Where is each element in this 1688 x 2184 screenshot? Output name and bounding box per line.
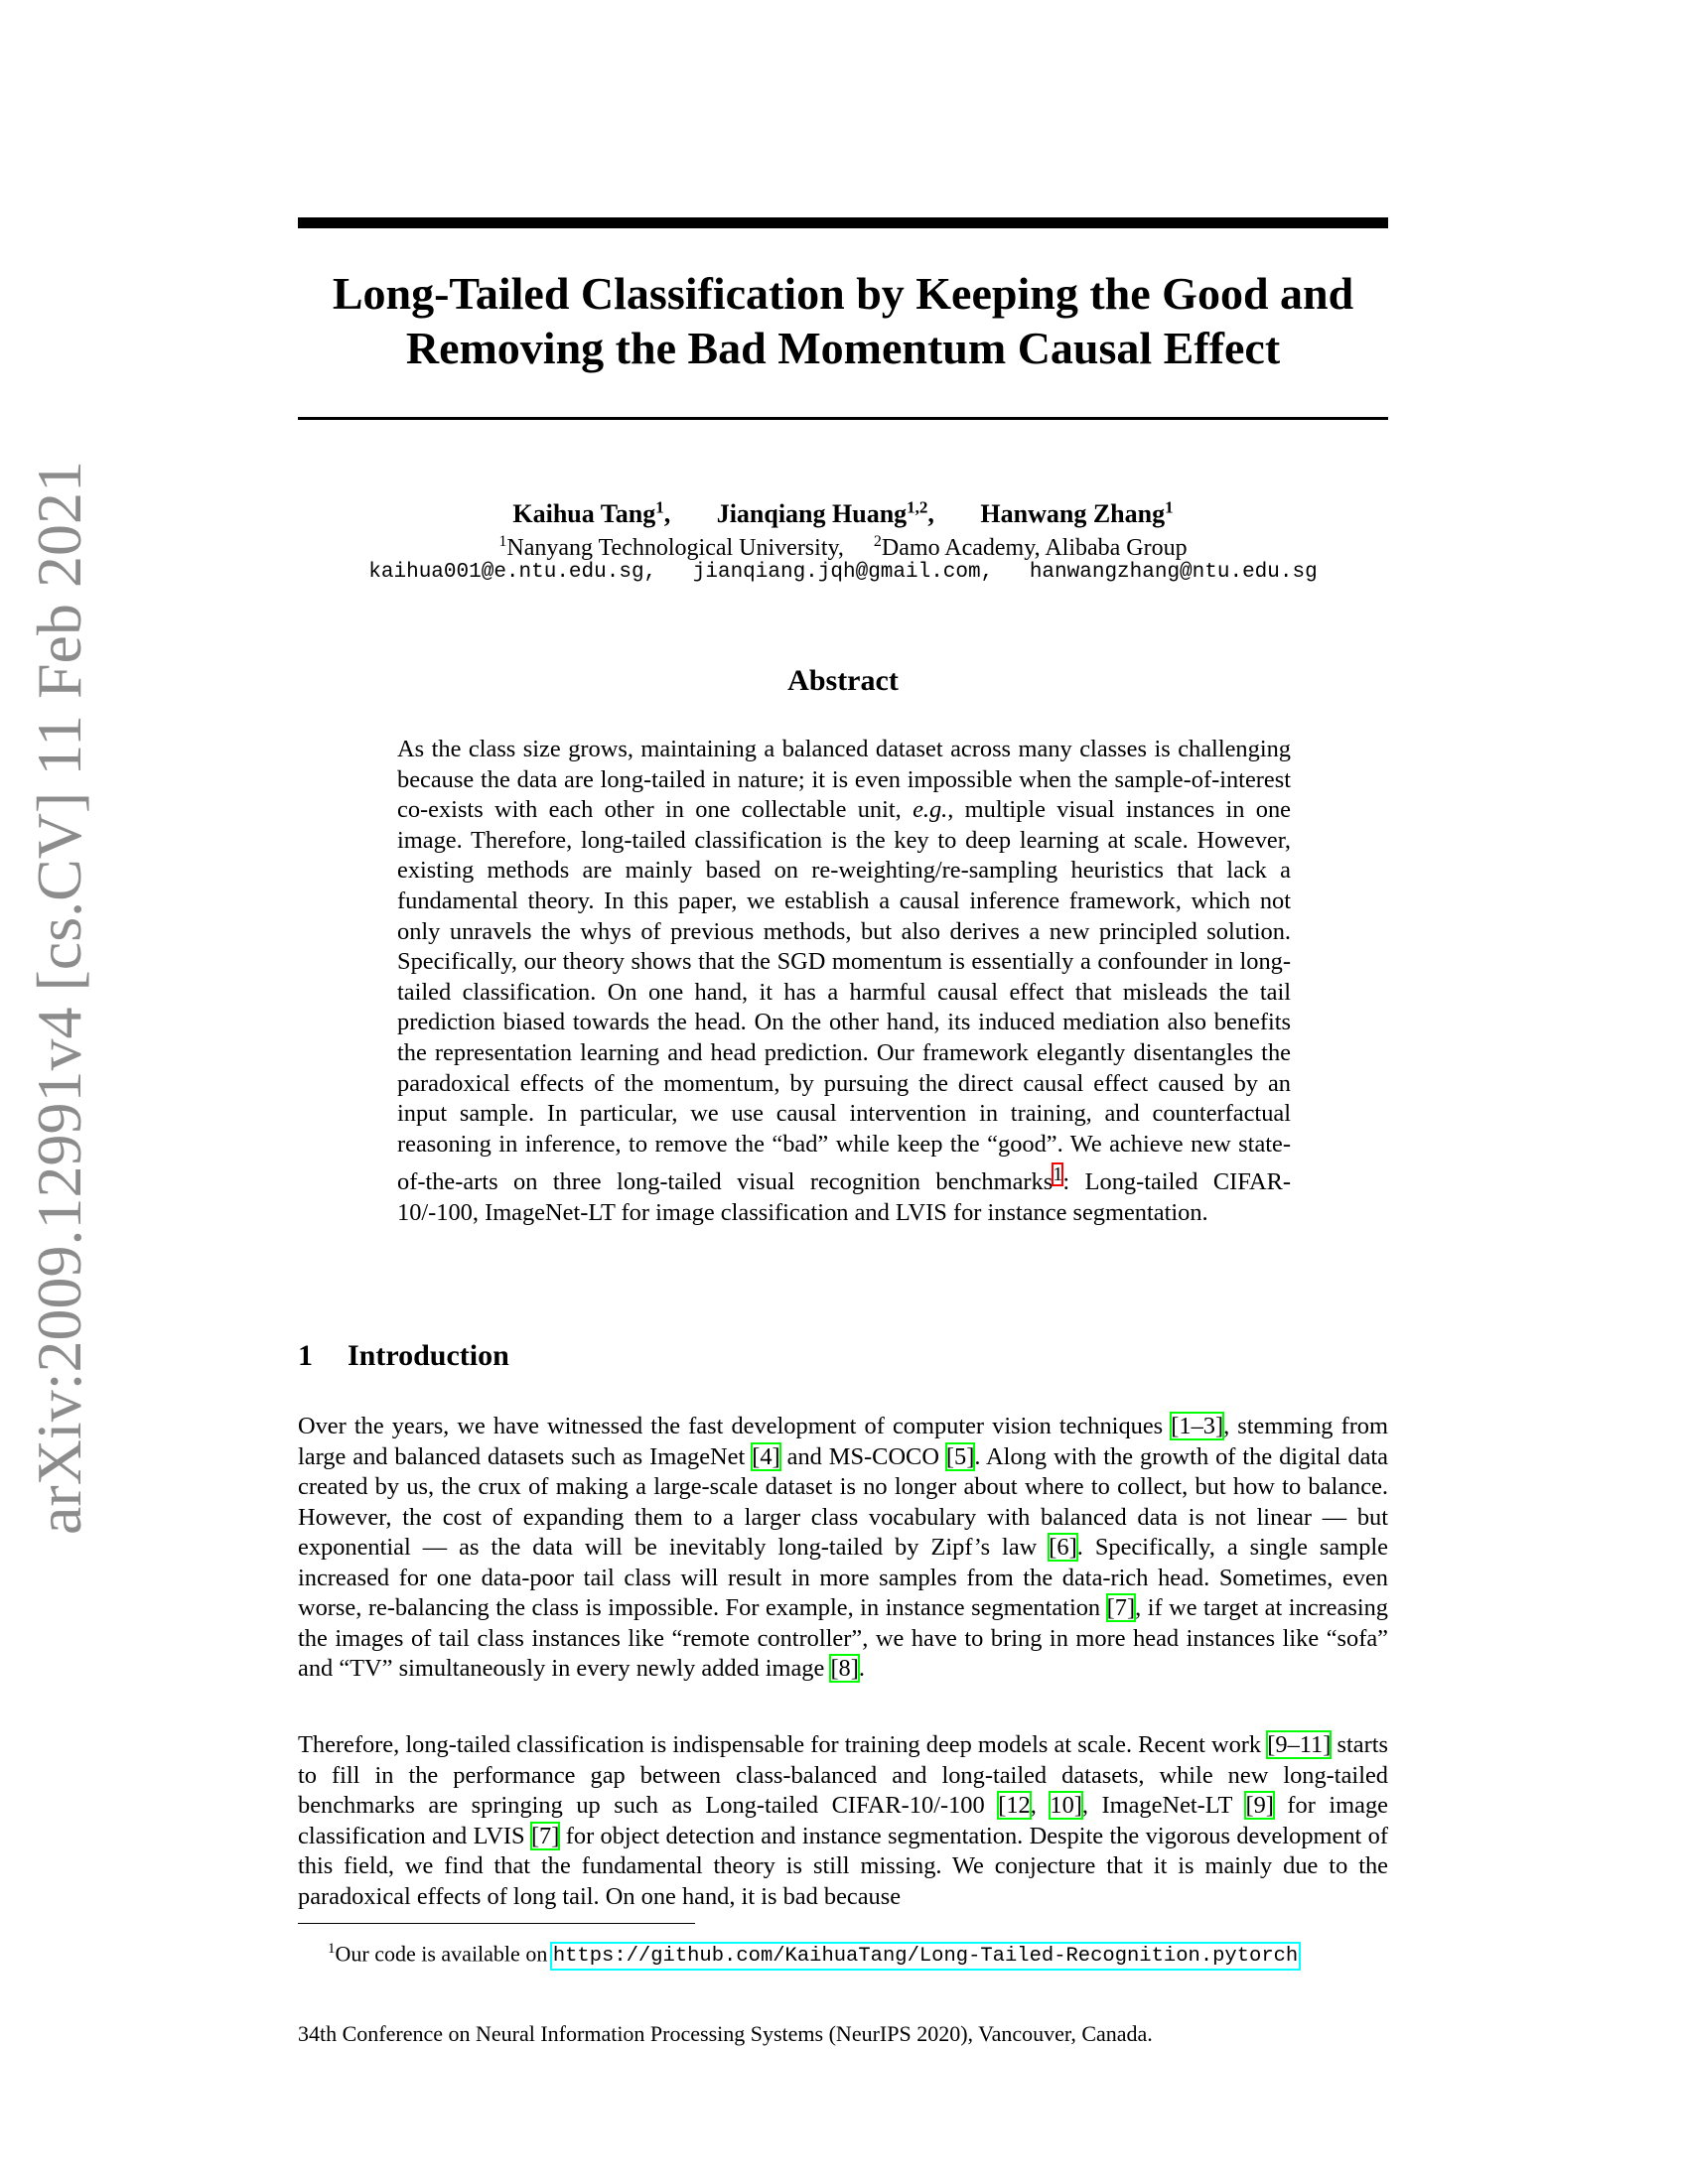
paragraph-text: starts to fill in the performance gap between class-balanced and long-tailed datasets, while new long-tailed benchmarks are springing up such as Long-tailed CIFAR-10/-100: [298, 1731, 1388, 1819]
citation-link[interactable]: [1–3]: [1171, 1413, 1224, 1439]
abstract-text: , multiple visual instances in one image. Therefore, long-tailed classification is the key to deep learning at scale. However, existing methods are mainly based on re-weighting/re-sampling heuristics that lack a fundamental theory. In this paper, we establish a causal inference framework, which not only unravels the whys of previous methods, but also derives a new principled solution. Specifically, our theory shows that the SGD momentum is essentially a confounder in long-tailed classification. On one hand, it has a harmful causal effect that misleads the tail prediction biased towards the head. On the other hand, its induced mediation also benefits the representation learning and head prediction. Our framework elegantly disentangles the paradoxical effects of the momentum, by pursuing the direct causal effect caused by an input sample. In particular, we use causal intervention in training, and counterfactual reasoning in inference, to remove the “bad” while keep the “good”. We achieve new state-of-the-arts on three long-tailed visual recognition benchmarks: [397, 796, 1291, 1196]
affiliation-mark: 1: [498, 533, 507, 550]
affiliation-mark: 2: [873, 533, 882, 550]
title-top-rule: [298, 217, 1388, 228]
email-kaihua[interactable]: kaihua001@e.ntu.edu.sg,: [368, 561, 657, 584]
venue-note: 34th Conference on Neural Information Processing Systems (NeurIPS 2020), Vancouver, Canada.: [298, 2021, 1153, 2046]
footnote-rule: [298, 1923, 695, 1924]
author-emails: [298, 558, 1388, 588]
paper-title: [298, 266, 1388, 375]
paragraph-text: Therefore, long-tailed classification is indispensable for training deep models at scale. Recent work: [298, 1731, 1268, 1758]
footnote-text: Our code is available on: [335, 1941, 553, 1967]
code-url-link[interactable]: https://github.com/KaihuaTang/Long-Tailed-Recognition.pytorch: [552, 1945, 1299, 1969]
citation-link[interactable]: [4]: [752, 1442, 780, 1470]
citation-link[interactable]: [7]: [1106, 1594, 1136, 1621]
footnote-1: [328, 1934, 1400, 1972]
author-name: Kaihua Tang: [512, 498, 656, 528]
author-affil-mark: 1,2: [907, 497, 928, 516]
citation-link[interactable]: [8]: [830, 1655, 859, 1682]
citation-link[interactable]: [9–11]: [1267, 1731, 1332, 1758]
section-title: Introduction: [348, 1339, 509, 1372]
author-name: Hanwang Zhang: [980, 498, 1166, 528]
author-affil-mark: 1: [655, 497, 664, 516]
section-number: 1: [298, 1339, 313, 1372]
email-jianqiang[interactable]: jianqiang.jqh@gmail.com,: [692, 561, 994, 584]
author-jianqiang-huang: Jianqiang Huang$^{1,2}$,: [716, 497, 934, 528]
abstract-eg: e.g.: [913, 796, 948, 824]
affiliation-name: Damo Academy, Alibaba Group: [881, 535, 1188, 561]
paragraph-text: , if we target at increasing the images of tail class instances like “remote controller”, we have to bring in more head instances like “sofa” and “TV” simultaneously in every newly added image: [298, 1594, 1388, 1682]
author-list: [298, 490, 1388, 531]
title-line-1: Long-Tailed Classification by Keeping the Good and: [332, 268, 1354, 319]
title-line-2: Removing the Bad Momentum Causal Effect: [405, 323, 1281, 373]
paragraph-text: for object detection and instance segmentation. Despite the vigorous development of this field, we find that the fundamental theory is still missing. We conjecture that it is mainly due to the paradoxical effects of long tail. On one hand, it is bad because: [298, 1822, 1388, 1910]
footnote-ref-1[interactable]: 1: [1053, 1163, 1063, 1186]
author-affil-mark: 1: [1165, 497, 1174, 516]
citation-link[interactable]: 10]: [1050, 1792, 1082, 1819]
paragraph-text: and MS-COCO: [779, 1442, 946, 1470]
paragraph-text: , ImageNet-LT: [1081, 1792, 1246, 1819]
abstract-body: [397, 735, 1291, 1229]
paragraph-text: for image classification and LVIS: [298, 1792, 1388, 1849]
intro-paragraph-2: [298, 1730, 1388, 1912]
author-kaihua-tang: Kaihua Tang$^1$,: [512, 497, 671, 528]
abstract-text: As the class size grows, maintaining a balanced dataset across many classes is challenging because the data are long-tailed in nature; it is even impossible when the sample-of-interest co-exists with each other in one collectable unit,: [397, 736, 1291, 824]
citation-link[interactable]: [7]: [530, 1822, 560, 1849]
citation-link[interactable]: [9]: [1245, 1792, 1274, 1819]
email-hanwang[interactable]: hanwangzhang@ntu.edu.sg: [1029, 561, 1318, 584]
title-bottom-rule: [298, 417, 1388, 420]
author-name: Jianqiang Huang: [716, 498, 908, 528]
section-heading-introduction: [298, 1338, 1388, 1374]
citation-link[interactable]: [12: [998, 1792, 1031, 1819]
paragraph-text: Over the years, we have witnessed the fast development of computer vision techniques: [298, 1413, 1172, 1439]
intro-paragraph-1: [298, 1412, 1388, 1685]
citation-link[interactable]: [5]: [945, 1442, 975, 1470]
footnote-mark: 1: [328, 1941, 336, 1957]
paragraph-text: ,: [1030, 1792, 1051, 1819]
abstract-heading: Abstract: [787, 664, 899, 697]
abstract-text: : Long-tailed CIFAR-10/-100, ImageNet-LT for image classification and LVIS for instance segmentation.: [397, 1168, 1291, 1227]
paragraph-text: . Along with the growth of the digital data created by us, the crux of making a large-scale dataset is no longer about where to collect, but how to balance. However, the cost of expanding them to a larger class vocabulary with balanced data is not linear — but exponential — as the data will be inevitably long-tailed by Zipf’s law: [298, 1442, 1389, 1561]
affiliation-name: Nanyang Technological University,: [506, 535, 844, 561]
citation-link[interactable]: [6]: [1049, 1534, 1077, 1561]
paragraph-text: . Specifically, a single sample increased for one data-poor tail class will result in more samples from the data-rich head. Sometimes, even worse, re-balancing the class is impossible. For example, in instance segmentation: [298, 1534, 1388, 1621]
arxiv-identifier: arXiv:2009.12991v4 [cs.CV] 11 Feb 2021: [24, 461, 94, 1535]
paragraph-text: .: [858, 1655, 865, 1682]
author-hanwang-zhang: [980, 499, 1173, 528]
paragraph-text: , stemming from large and balanced datasets such as ImageNet: [298, 1413, 1388, 1470]
